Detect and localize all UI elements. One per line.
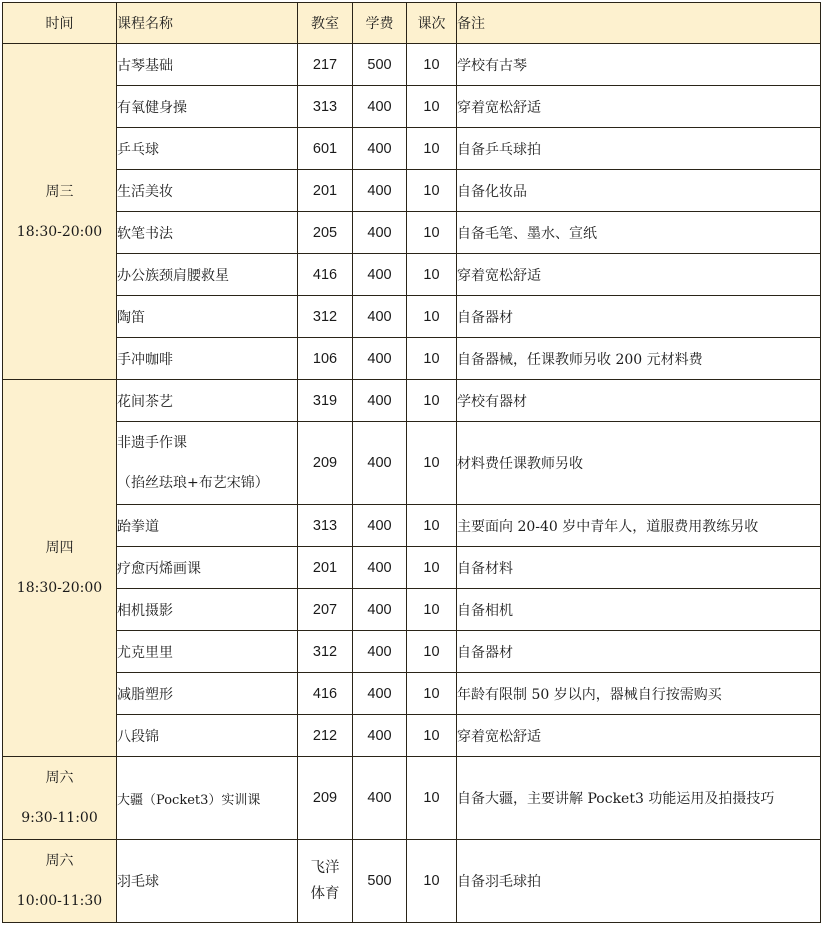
note: 主要面向 20-40 岁中青年人，道服费用教练另收 [457, 505, 821, 547]
table-row [3, 589, 821, 631]
room: 209 [298, 757, 353, 840]
time-range: 18:30-20:00 [16, 223, 103, 240]
fee: 400 [353, 212, 407, 254]
fee: 400 [353, 128, 407, 170]
fee: 400 [353, 757, 407, 840]
note: 学校有古琴 [457, 44, 821, 86]
course-name-line2: （掐丝珐琅+布艺宋锦） [117, 475, 269, 491]
header-row [3, 3, 821, 44]
header-time: 时间 [3, 3, 117, 44]
note: 自备化妆品 [457, 170, 821, 212]
room: 201 [298, 547, 353, 589]
fee: 400 [353, 296, 407, 338]
day-label: 周三 [45, 183, 74, 200]
room: 205 [298, 212, 353, 254]
course-name: 陶笛 [117, 296, 298, 338]
table-row [3, 254, 821, 296]
room [298, 840, 353, 923]
header-note: 备注 [457, 3, 821, 44]
fee: 400 [353, 170, 407, 212]
fee: 400 [353, 86, 407, 128]
table-row [3, 338, 821, 380]
course-schedule-table [2, 2, 821, 923]
sessions: 10 [407, 338, 457, 380]
sessions: 10 [407, 296, 457, 338]
note: 自备器材 [457, 296, 821, 338]
sessions: 10 [407, 673, 457, 715]
note: 自备羽毛球拍 [457, 840, 821, 923]
course-name: 软笔书法 [117, 212, 298, 254]
table-row [3, 212, 821, 254]
note: 自备器材 [457, 631, 821, 673]
sessions: 10 [407, 631, 457, 673]
note: 自备器械，任课教师另收 200 元材料费 [457, 338, 821, 380]
sessions: 10 [407, 380, 457, 422]
sessions: 10 [407, 128, 457, 170]
room: 313 [298, 505, 353, 547]
table-row [3, 715, 821, 757]
room: 209 [298, 422, 353, 505]
fee: 500 [353, 840, 407, 923]
course-name [117, 422, 298, 505]
room-line2: 体育 [310, 886, 340, 902]
fee: 400 [353, 338, 407, 380]
time-range: 9:30-11:00 [21, 810, 98, 826]
room: 416 [298, 254, 353, 296]
course-name: 大疆（Pocket3）实训课 [117, 757, 298, 840]
room: 312 [298, 631, 353, 673]
course-name: 古琴基础 [117, 44, 298, 86]
note: 穿着宽松舒适 [457, 254, 821, 296]
course-name: 尤克里里 [117, 631, 298, 673]
room: 601 [298, 128, 353, 170]
fee: 400 [353, 673, 407, 715]
note: 学校有器材 [457, 380, 821, 422]
note: 材料费任课教师另收 [457, 422, 821, 505]
day-label: 周六 [45, 853, 74, 869]
time-range: 10:00-11:30 [16, 893, 103, 909]
table-row [3, 86, 821, 128]
day-label: 周六 [45, 770, 74, 786]
time-cell-sat-1 [3, 757, 117, 840]
time-cell-wed [3, 44, 117, 380]
note: 自备相机 [457, 589, 821, 631]
note: 自备毛笔、墨水、宣纸 [457, 212, 821, 254]
course-name: 减脂塑形 [117, 673, 298, 715]
room: 212 [298, 715, 353, 757]
table-row [3, 380, 821, 422]
fee: 400 [353, 505, 407, 547]
room: 319 [298, 380, 353, 422]
note: 年龄有限制 50 岁以内，器械自行按需购买 [457, 673, 821, 715]
table-row [3, 673, 821, 715]
header-fee: 学费 [353, 3, 407, 44]
fee: 400 [353, 631, 407, 673]
table-row [3, 757, 821, 840]
room-line1: 飞洋 [310, 860, 340, 876]
sessions: 10 [407, 254, 457, 296]
sessions: 10 [407, 589, 457, 631]
sessions: 10 [407, 715, 457, 757]
course-name: 手冲咖啡 [117, 338, 298, 380]
note: 穿着宽松舒适 [457, 715, 821, 757]
table-row [3, 44, 821, 86]
room: 201 [298, 170, 353, 212]
room: 416 [298, 673, 353, 715]
day-label: 周四 [45, 540, 74, 556]
fee: 500 [353, 44, 407, 86]
sessions: 10 [407, 547, 457, 589]
header-room: 教室 [298, 3, 353, 44]
header-course: 课程名称 [117, 3, 298, 44]
course-name: 办公族颈肩腰救星 [117, 254, 298, 296]
time-cell-thu [3, 380, 117, 757]
time-cell-sat-2 [3, 840, 117, 923]
table-row [3, 840, 821, 923]
room: 312 [298, 296, 353, 338]
sessions: 10 [407, 505, 457, 547]
fee: 400 [353, 254, 407, 296]
note: 自备乒乓球拍 [457, 128, 821, 170]
course-name: 生活美妆 [117, 170, 298, 212]
note: 自备材料 [457, 547, 821, 589]
table-row [3, 547, 821, 589]
room: 217 [298, 44, 353, 86]
course-name: 花间茶艺 [117, 380, 298, 422]
table-row [3, 422, 821, 505]
room: 313 [298, 86, 353, 128]
course-name: 相机摄影 [117, 589, 298, 631]
fee: 400 [353, 715, 407, 757]
course-name-line1: 非遗手作课 [117, 435, 187, 451]
course-name: 疗愈丙烯画课 [117, 547, 298, 589]
fee: 400 [353, 547, 407, 589]
table-row [3, 631, 821, 673]
table-row [3, 296, 821, 338]
room: 207 [298, 589, 353, 631]
note: 自备大疆，主要讲解 Pocket3 功能运用及拍摄技巧 [457, 757, 821, 840]
course-name: 有氧健身操 [117, 86, 298, 128]
table-row [3, 128, 821, 170]
note: 穿着宽松舒适 [457, 86, 821, 128]
fee: 400 [353, 422, 407, 505]
sessions: 10 [407, 44, 457, 86]
sessions: 10 [407, 86, 457, 128]
header-sessions: 课次 [407, 3, 457, 44]
table-row [3, 170, 821, 212]
sessions: 10 [407, 170, 457, 212]
table-row [3, 505, 821, 547]
sessions: 10 [407, 757, 457, 840]
fee: 400 [353, 589, 407, 631]
sessions: 10 [407, 422, 457, 505]
course-name: 跆拳道 [117, 505, 298, 547]
time-range: 18:30-20:00 [16, 580, 103, 596]
fee: 400 [353, 380, 407, 422]
course-name: 羽毛球 [117, 840, 298, 923]
room: 106 [298, 338, 353, 380]
sessions: 10 [407, 840, 457, 923]
course-name: 乒乓球 [117, 128, 298, 170]
course-name: 八段锦 [117, 715, 298, 757]
sessions: 10 [407, 212, 457, 254]
